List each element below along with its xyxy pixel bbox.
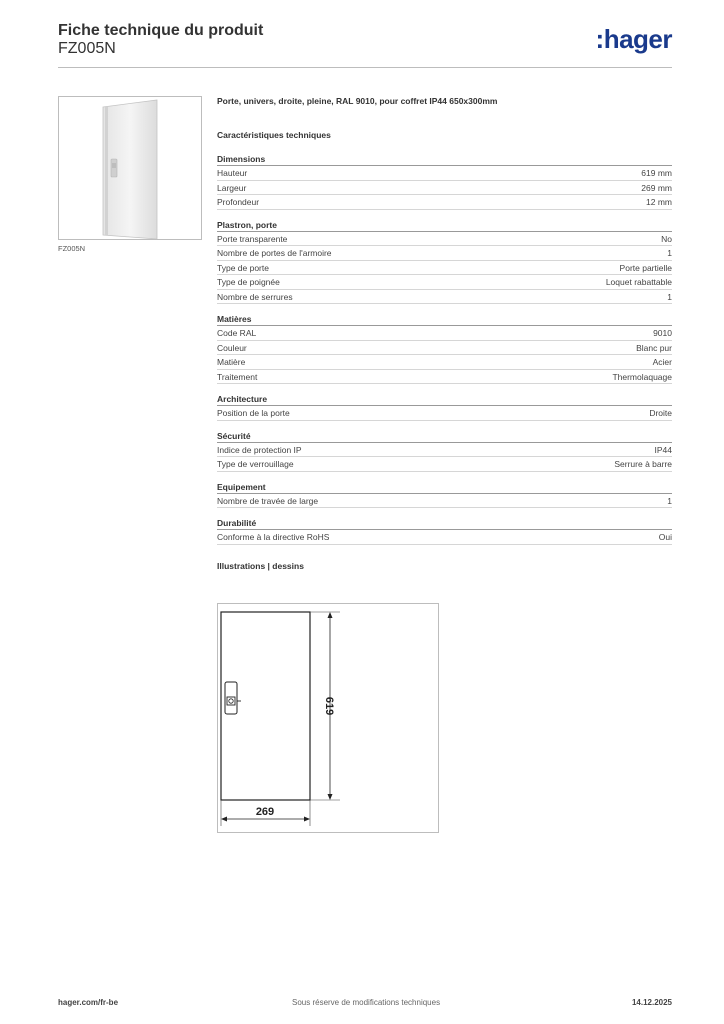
spec-row xyxy=(217,195,672,210)
spec-value: 12 mm xyxy=(646,197,672,207)
spec-value: Thermolaquage xyxy=(612,371,672,382)
spec-label: Profondeur xyxy=(217,197,260,207)
spec-label: Type de verrouillage xyxy=(217,459,294,469)
spec-label: Type de porte xyxy=(217,262,269,273)
spec-label: Porte transparente xyxy=(217,233,288,244)
spec-label: Couleur xyxy=(217,342,247,353)
door-dimension-drawing xyxy=(218,604,438,832)
footer-date: 14.12.2025 xyxy=(631,998,672,1007)
spec-label: Type de poignée xyxy=(217,277,280,287)
spec-value: 1 xyxy=(667,495,672,506)
spec-label: Hauteur xyxy=(217,168,248,178)
section-title: Architecture xyxy=(217,392,672,406)
page-header xyxy=(58,22,672,68)
spec-row xyxy=(217,290,672,305)
spec-value: 1 xyxy=(667,248,672,258)
spec-row xyxy=(217,341,672,356)
spec-label: Nombre de portes de l'armoire xyxy=(217,248,332,258)
spec-value: Loquet rabattable xyxy=(605,277,672,287)
spec-value: Droite xyxy=(649,408,672,418)
section-title: Equipement xyxy=(217,480,672,494)
spec-label: Code RAL xyxy=(217,328,257,338)
height-dimension-label: 619 xyxy=(323,696,335,716)
spec-value: 619 mm xyxy=(641,168,672,178)
section-equipement xyxy=(217,480,672,509)
spec-value: Oui xyxy=(658,532,672,542)
section-title: Sécurité xyxy=(217,429,672,443)
product-reference: FZ005N xyxy=(58,40,116,57)
spec-row xyxy=(217,326,672,341)
section-title: Matières xyxy=(217,312,672,326)
spec-row xyxy=(217,457,672,472)
technical-drawing xyxy=(217,603,439,833)
spec-row xyxy=(217,530,672,545)
spec-row xyxy=(217,166,672,181)
section-title: Plastron, porte xyxy=(217,218,672,232)
section-dimensions xyxy=(217,152,672,210)
product-description: Porte, univers, droite, pleine, RAL 9010, pour coffret IP44 650x300mm xyxy=(217,96,498,106)
spec-label: Matière xyxy=(217,357,246,367)
spec-label: Position de la porte xyxy=(217,408,290,418)
section-securite xyxy=(217,429,672,472)
section-architecture xyxy=(217,392,672,421)
section-title: Dimensions xyxy=(217,152,672,166)
product-image-caption: FZ005N xyxy=(58,244,86,253)
spec-row xyxy=(217,246,672,261)
spec-label: Nombre de travée de large xyxy=(217,495,319,506)
spec-value: Porte partielle xyxy=(619,262,672,273)
spec-row xyxy=(217,406,672,421)
spec-label: Conforme à la directive RoHS xyxy=(217,532,330,542)
footer-website-link[interactable]: hager.com/fr-be xyxy=(58,998,119,1007)
width-dimension-label: 269 xyxy=(255,806,275,818)
footer-notice: Sous réserve de modifications techniques xyxy=(292,998,441,1007)
spec-value: No xyxy=(661,233,672,244)
spec-value: 269 mm xyxy=(641,182,672,193)
spec-value: Acier xyxy=(652,357,672,367)
spec-row xyxy=(217,370,672,385)
spec-value: 9010 xyxy=(653,328,672,338)
hager-logo: :hager xyxy=(595,24,672,54)
spec-row xyxy=(217,275,672,290)
section-plastron-porte xyxy=(217,218,672,305)
spec-row xyxy=(217,181,672,196)
door-photo-icon xyxy=(59,97,201,239)
spec-row xyxy=(217,443,672,458)
spec-label: Largeur xyxy=(217,182,247,193)
spec-row xyxy=(217,355,672,370)
spec-row xyxy=(217,261,672,276)
illustrations-title: Illustrations | dessins xyxy=(217,560,304,571)
product-image xyxy=(58,96,202,240)
section-matieres xyxy=(217,312,672,384)
section-durabilite xyxy=(217,516,672,545)
spec-label: Traitement xyxy=(217,371,258,382)
spec-row xyxy=(217,232,672,247)
spec-label: Indice de protection IP xyxy=(217,444,302,455)
spec-label: Nombre de serrures xyxy=(217,291,293,302)
spec-value: 1 xyxy=(667,291,672,302)
section-title: Durabilité xyxy=(217,516,672,530)
product-details xyxy=(217,96,672,575)
spec-value: Serrure à barre xyxy=(614,459,672,469)
spec-row xyxy=(217,494,672,509)
page-title: Fiche technique du produit xyxy=(58,22,264,39)
characteristics-title: Caractéristiques techniques xyxy=(217,130,331,140)
spec-value: Blanc pur xyxy=(636,342,672,353)
spec-value: IP44 xyxy=(654,444,672,455)
